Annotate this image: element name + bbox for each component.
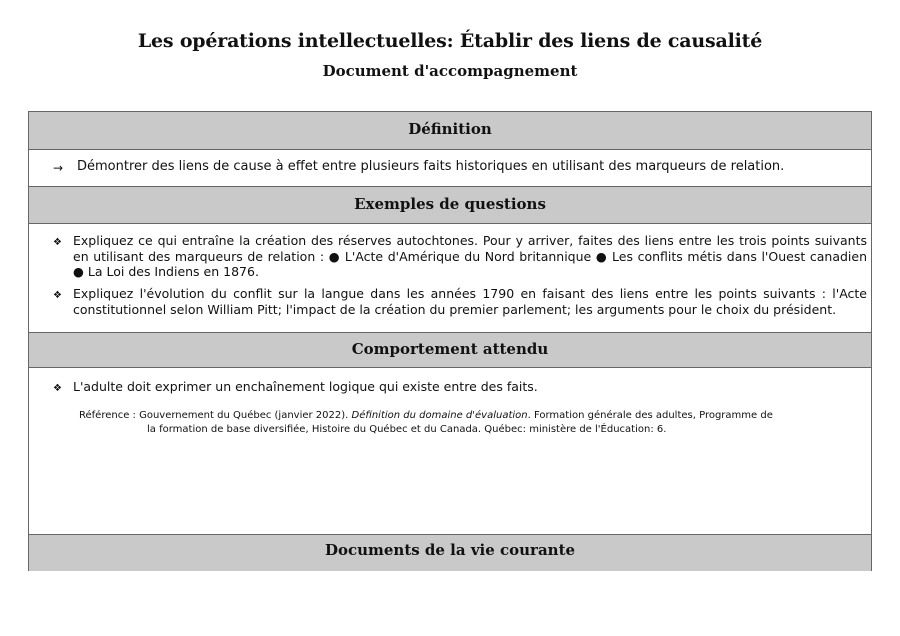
- example-question-1: Expliquez ce qui entraîne la création des réserves autochtones. Pour y arriver, faites des liens entre les trois points suivants en utilisant des marqueurs de relation : ● L'Acte d'Amérique du Nord britannique ● Les conflits métis dans l'Ouest canadien ● La Loi des Indiens en 1876.: [73, 233, 867, 279]
- documents-heading-band: [29, 534, 871, 571]
- reference-prefix: Référence : Gouvernement du Québec (janvier 2022).: [79, 410, 352, 421]
- behavior-row: [29, 368, 871, 534]
- diamond-bullet-icon: ❖: [53, 383, 62, 394]
- page-title: Les opérations intellectuelles: Établir des liens de causalité: [137, 30, 763, 52]
- definition-heading-band: [29, 112, 871, 150]
- definition-heading: Définition: [408, 120, 492, 138]
- definition-text: Démontrer des liens de cause à effet entre plusieurs faits historiques en utilisant des marqueurs de relation.: [77, 159, 785, 174]
- examples-heading-band: [29, 186, 871, 224]
- page-subtitle: Document d'accompagnement: [322, 62, 578, 80]
- reference-rest: . Formation générale des adultes, Programme de: [527, 410, 773, 421]
- reference-line-1: [79, 409, 849, 422]
- reference-title: Définition du domaine d'évaluation: [351, 410, 528, 421]
- examples-heading: Exemples de questions: [354, 195, 546, 213]
- content-table: [28, 111, 872, 571]
- documents-heading: Documents de la vie courante: [324, 541, 576, 559]
- diamond-bullet-icon: ❖: [53, 290, 62, 301]
- behavior-heading: Comportement attendu: [351, 340, 549, 358]
- definition-row: [29, 150, 871, 186]
- diamond-bullet-icon: ❖: [53, 237, 62, 248]
- arrow-bullet-icon: →: [53, 161, 64, 175]
- examples-row: [29, 224, 871, 332]
- behavior-text: L'adulte doit exprimer un enchaînement logique qui existe entre des faits.: [73, 379, 538, 394]
- behavior-heading-band: [29, 332, 871, 368]
- example-question-2: Expliquez l'évolution du conflit sur la langue dans les années 1790 en faisant des liens entre les points suivants : l'Acte constitutionnel selon William Pitt; l'impact de la création du premier parlement; les arguments pour le choix du président.: [73, 286, 867, 317]
- reference-line-2: la formation de base diversifiée, Histoire du Québec et du Canada. Québec: ministère de l'Éducation: 6.: [147, 424, 667, 435]
